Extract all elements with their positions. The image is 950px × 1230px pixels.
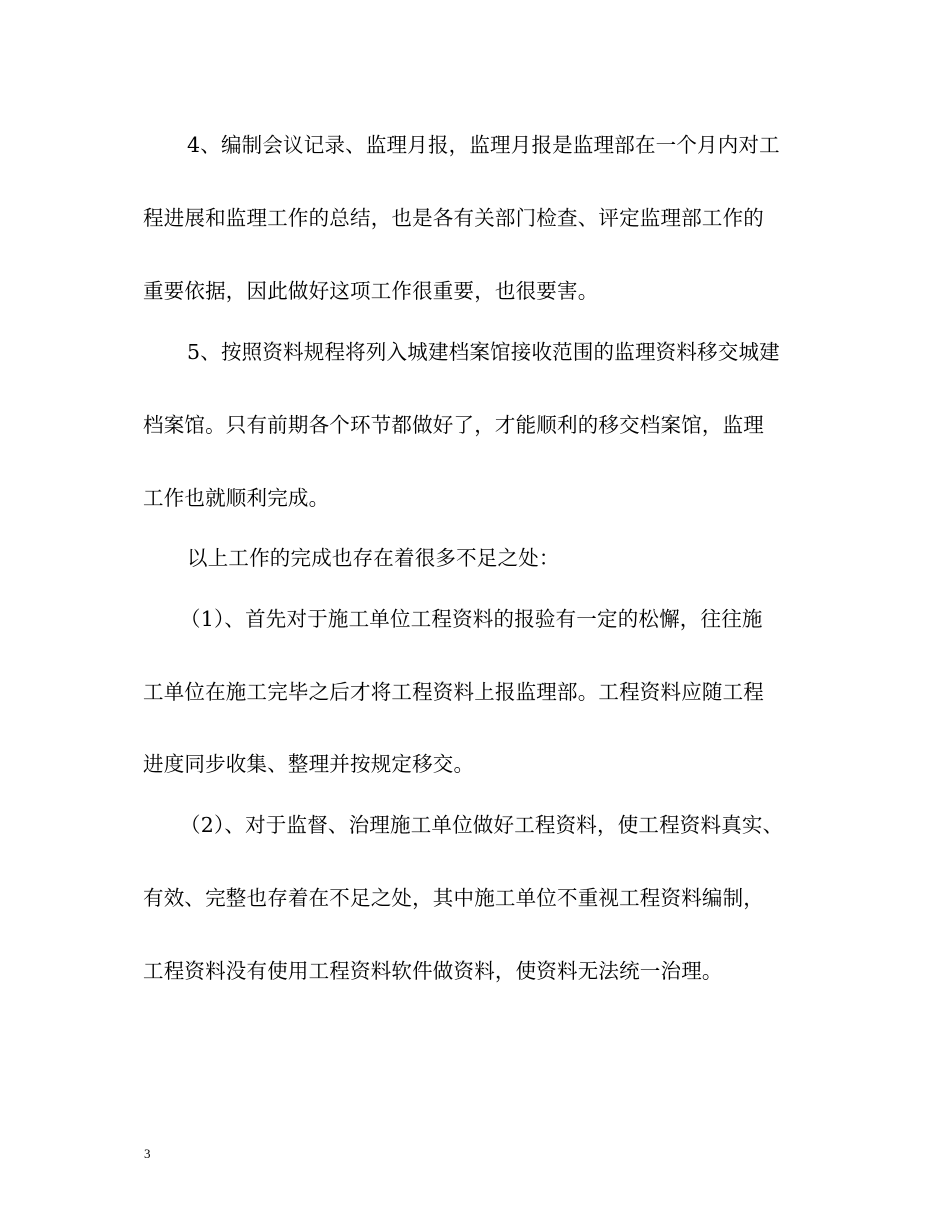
- item-2-line-1: （2）、对于监督、治理施工单位做好工程资料，使工程资料真实、: [180, 813, 784, 837]
- item-1-line-3: 进度同步收集、整理并按规定移交。: [143, 752, 475, 776]
- item-2-line-3: 工程资料没有使用工程资料软件做资料，使资料无法统一治理。: [143, 959, 723, 983]
- paragraph-5-line-2: 档案馆。只有前期各个环节都做好了，才能顺利的移交档案馆，监理: [143, 413, 764, 437]
- paragraph-5-line-3: 工作也就顺利完成。: [143, 486, 330, 510]
- page-number: 3: [144, 1146, 151, 1161]
- paragraph-4-line-1: 4、编制会议记录、监理月报，监理月报是监理部在一个月内对工: [187, 133, 780, 157]
- paragraph-4-line-3: 重要依据，因此做好这项工作很重要，也很要害。: [143, 279, 599, 303]
- shortcomings-intro: 以上工作的完成也存在着很多不足之处：: [187, 546, 560, 570]
- paragraph-5-line-1: 5、按照资料规程将列入城建档案馆接收范围的监理资料移交城建: [187, 340, 780, 364]
- item-1-line-1: （1）、首先对于施工单位工程资料的报验有一定的松懈，往往施: [180, 607, 763, 631]
- item-1-line-2: 工单位在施工完毕之后才将工程资料上报监理部。工程资料应随工程: [143, 680, 764, 704]
- paragraph-4-line-2: 程进展和监理工作的总结，也是各有关部门检查、评定监理部工作的: [143, 206, 764, 230]
- item-2-line-2: 有效、完整也存着在不足之处，其中施工单位不重视工程资料编制，: [143, 886, 764, 910]
